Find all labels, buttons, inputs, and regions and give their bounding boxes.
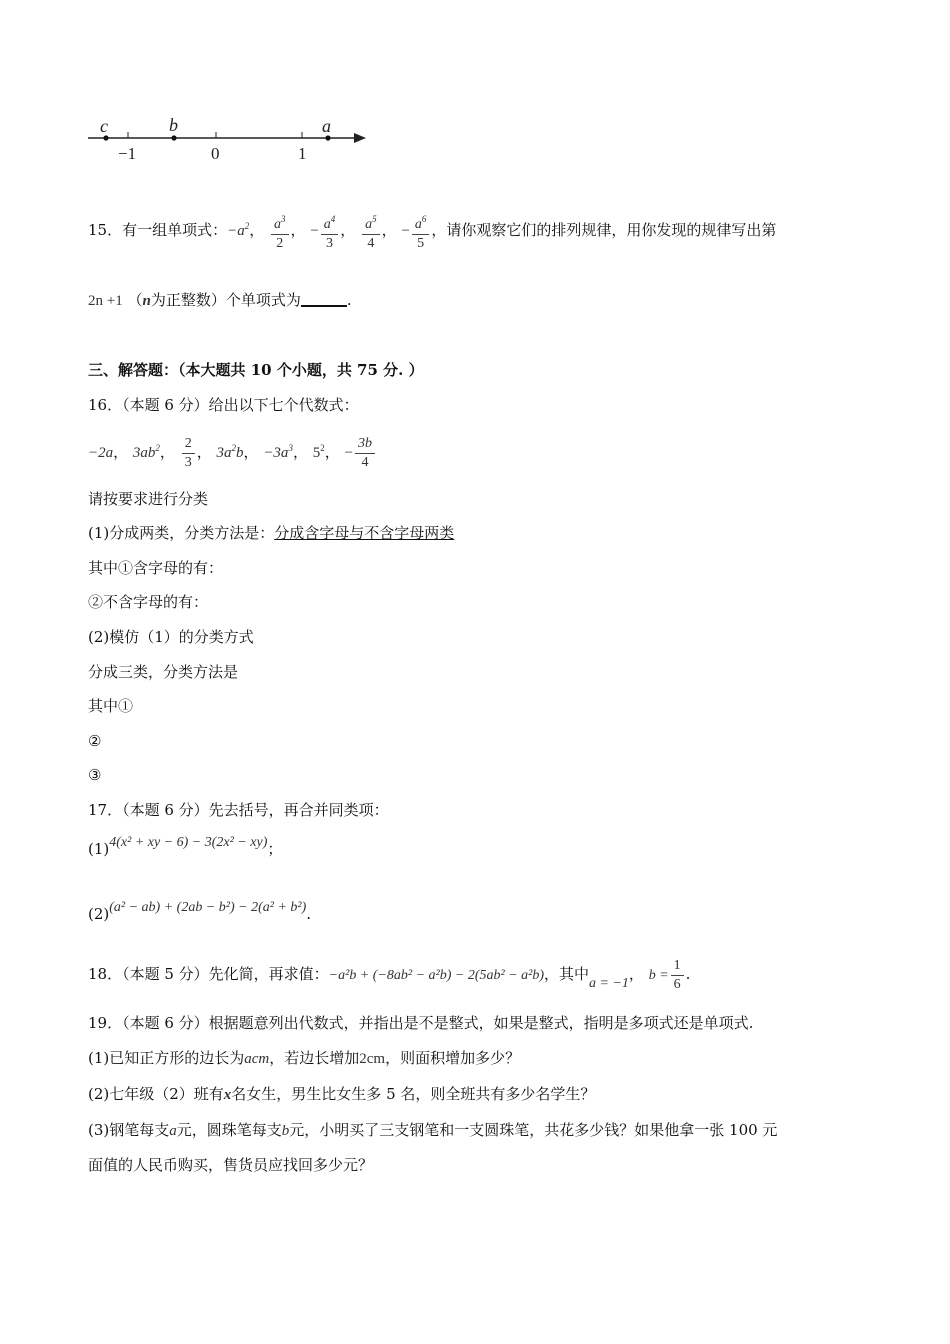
q16-part2-c: ②	[88, 732, 102, 750]
q16-part2-a: 分成三类，分类方法是	[88, 663, 239, 681]
q16-part1-a: 其中①含字母的有：	[88, 559, 224, 577]
tick-label-zero: 0	[211, 144, 220, 163]
q19-var-x: x	[223, 1087, 232, 1103]
q15-line2: 2n +1 （n为正整数）个单项式为 .	[88, 291, 352, 309]
q15-answer-blank	[301, 291, 347, 307]
q18-cond-b: b =	[648, 968, 669, 983]
q16-part2: (2)模仿（1）的分类方式	[88, 628, 254, 646]
q15-tail: ，请你观察它们的排列规律，用你发现的规律写出第	[431, 221, 777, 239]
q17-part2: (2)(a² − ab) + (2ab − b²) − 2(a² + b²).	[88, 900, 312, 923]
q19-var-2cm: 2cm	[359, 1051, 386, 1067]
q19-var-b: b	[281, 1123, 290, 1139]
q16-fraction: $\frac{2}{3}$	[182, 435, 195, 472]
q16-label: 16．（本题 6 分）给出以下七个代数式：	[88, 396, 359, 414]
q16-fraction-2: $\frac{3b}{4}$	[355, 435, 375, 472]
q15-fraction-1: $\frac{a^3}{2}$	[271, 210, 289, 253]
q19-part2: (2)七年级（2）班有x名女生，男生比女生多 5 名，则全班共有多少名学生？	[88, 1085, 596, 1103]
q15-term1: $-a^2$	[227, 221, 250, 239]
q15-expr: 2n +1	[88, 293, 123, 309]
q16-method: 分成含字母与不含字母两类	[274, 524, 455, 542]
number-line-figure	[84, 116, 384, 166]
q15-fraction-4: $\frac{a^6}{5}$	[412, 210, 430, 253]
q18-cond-a: a = −1	[589, 976, 629, 991]
q16-instruction: 请按要求进行分类	[88, 490, 209, 508]
q15-fraction-3: $\frac{a^5}{4}$	[362, 210, 380, 253]
q16-part1-b: ②不含字母的有：	[88, 593, 209, 611]
tick-label-one: 1	[298, 144, 307, 163]
number-line-arrow	[354, 133, 366, 143]
q16-part1: (1)分成两类，分类方法是：分成含字母与不含字母两类	[88, 524, 455, 542]
q18-line: 18．（本题 5 分）先化简，再求值：−a²b + (−8ab² − a²b) − 2(5ab² − a²b)，其中a = −1， b = $\frac{1}{6}$ .	[88, 957, 691, 992]
q17-expr1: 4(x² + xy − 6) − 3(2x² − xy)	[109, 835, 268, 850]
label-c: c	[100, 116, 108, 136]
q18-fraction: $\frac{1}{6}$	[671, 957, 684, 994]
q19-label: 19．（本题 6 分）根据题意列出代数式，并指出是不是整式，如果是整式，指明是多项式还是单项式.	[88, 1014, 754, 1032]
q17-part1: (1)4(x² + xy − 6) − 3(2x² − xy)；	[88, 835, 283, 858]
point-a	[325, 135, 330, 140]
q19-var-acm: acm	[244, 1051, 270, 1067]
q19-part1: (1)已知正方形的边长为acm，若边长增加2cm，则面积增加多少？	[88, 1049, 521, 1067]
q19-part3: (3)钢笔每支a元，圆珠笔每支b元，小明买了三支钢笔和一支圆珠笔，共花多少钱？如果他拿一张 100 元	[88, 1121, 778, 1139]
q16-part2-b: 其中①	[88, 697, 134, 715]
label-a: a	[322, 116, 331, 136]
q15-fraction-2: $\frac{a^4}{3}$	[321, 210, 339, 253]
q18-expr: −a²b + (−8ab² − a²b) − 2(5ab² − a²b)	[328, 968, 544, 983]
q17-label: 17．（本题 6 分）先去括号，再合并同类项：	[88, 801, 389, 819]
q16-expressions: −2a， $3ab^2$， $\frac{2}{3}$ ， $3a^2b$， $-3a^3$， $5^2$， − $\frac{3b}{4}$	[88, 426, 377, 475]
q16-part2-d: ③	[88, 766, 102, 784]
section3-title: 三、解答题：（本大题共 10 个小题，共 75 分. ）	[88, 361, 424, 379]
label-b: b	[169, 116, 178, 135]
q17-expr2: (a² − ab) + (2ab − b²) − 2(a² + b²)	[109, 900, 307, 915]
q19-var-a: a	[169, 1123, 177, 1139]
point-b	[171, 135, 176, 140]
tick-label-minus-one: −1	[118, 144, 137, 163]
point-c	[103, 135, 108, 140]
q15-label: 15．有一组单项式：	[88, 221, 228, 239]
q15-line1: 15．有一组单项式：$-a^2$， $\frac{a^3}{2}$ ， − $\frac{a^4}{3}$ ， $\frac{a^5}{4}$ ， − $\frac{a^6}{5}$ ，请你观察它们的排列规律，用你发现的规律写出第	[88, 204, 776, 253]
q19-part3-line2: 面值的人民币购买，售货员应找回多少元？	[88, 1156, 374, 1174]
